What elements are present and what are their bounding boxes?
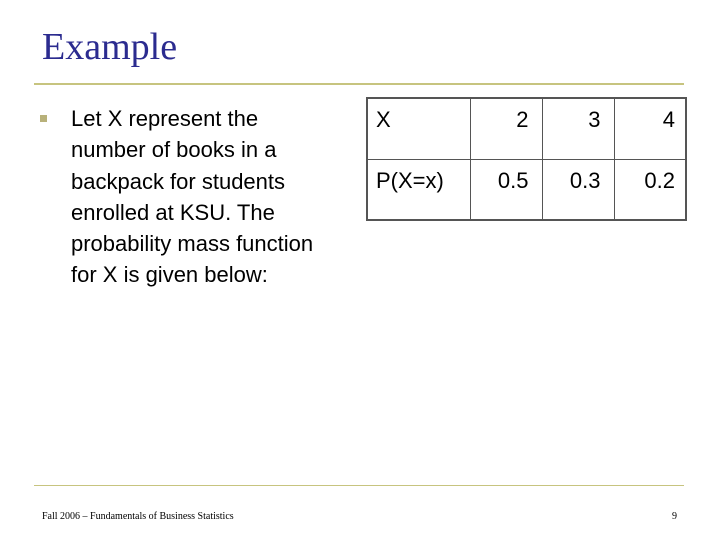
table-cell-x-value-1: 2 bbox=[470, 98, 542, 159]
bullet-text: Let X represent the number of books in a backpack for students enrolled at KSU. The probability mass function for X is given below: bbox=[71, 106, 314, 288]
table-row-probability bbox=[367, 159, 686, 220]
title-divider bbox=[34, 83, 684, 85]
table-cell-x-label: X bbox=[367, 98, 470, 159]
table-cell-probability-value-1: 0.5 bbox=[470, 159, 542, 220]
table-cell-probability-label: P(X=x) bbox=[367, 159, 470, 220]
slide-title: Example bbox=[42, 26, 178, 68]
table-cell-x-value-2: 3 bbox=[542, 98, 614, 159]
table-cell-probability-value-2: 0.3 bbox=[542, 159, 614, 220]
table-row-x bbox=[367, 98, 686, 159]
footer-divider bbox=[34, 485, 684, 486]
footer-course-title: Fall 2006 – Fundamentals of Business Statistics bbox=[42, 511, 234, 522]
probability-mass-function-table bbox=[366, 97, 687, 221]
page-number: 9 bbox=[672, 511, 677, 522]
table-cell-x-value-3: 4 bbox=[614, 98, 686, 159]
table-cell-probability-value-3: 0.2 bbox=[614, 159, 686, 220]
bullet-square-icon bbox=[40, 115, 47, 122]
